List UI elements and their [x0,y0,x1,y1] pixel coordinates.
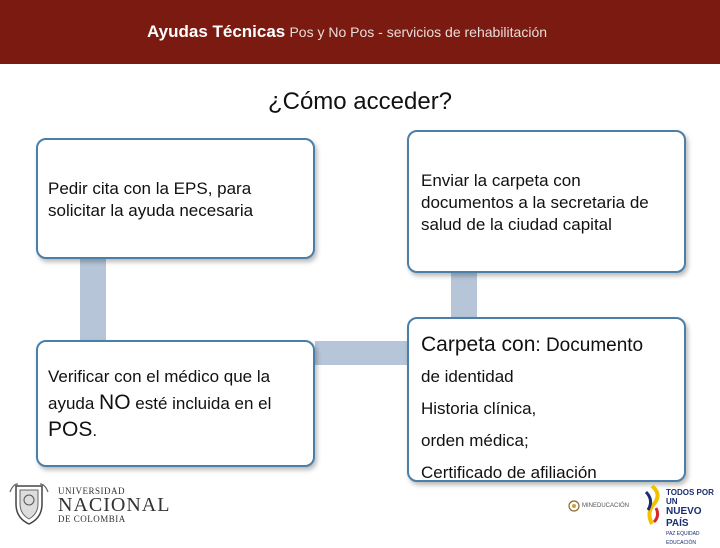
page-title: ¿Cómo acceder? [267,88,453,115]
universidad-nacional-logo [8,478,171,530]
ministerio-seal-icon [568,500,580,512]
ministerio-logo [568,500,629,512]
un-line1: UNIVERSIDAD [58,486,125,496]
coat-of-arms-icon [8,478,50,528]
step-text-send-folder: Enviar la carpeta con documentos a la secretaria de salud de la ciudad capital [421,171,649,234]
connector-right-vertical [451,273,477,317]
step-verify-no: NO [99,391,131,414]
folder-item: de identidad [421,367,514,386]
un-line3: DE COLOMBIA [58,514,126,524]
step-box-verify-doctor [36,340,315,467]
np-line3: PAZ EQUIDAD EDUCACIÓN [666,531,700,546]
un-line2: NACIONAL [58,494,171,516]
header-title-subtitle: Pos y No Pos - servicios de rehabilitación [289,24,548,40]
nuevo-pais-text [666,488,720,548]
folder-contents-label: Carpeta con [421,333,536,356]
step-box-send-folder [407,130,686,273]
folder-contents-heading [421,329,678,361]
connector-middle-horizontal [315,341,407,365]
step-verify-part3: . [92,421,98,440]
step-verify-part1: Verificar con el médico que la ayuda [48,367,271,413]
connector-left-vertical [80,259,106,340]
np-line2: NUEVO PAÍS [666,506,702,529]
universidad-nacional-text [58,486,170,524]
ministerio-text: MINEDUCACIÓN [582,503,630,509]
folder-item: Certificado de afiliación [421,463,597,482]
step-text-request-appointment: Pedir cita con la EPS, para solicitar la ayuda necesaria [48,179,254,220]
step-verify-part2: esté incluida en el [130,394,272,413]
step-text-verify-doctor [48,364,307,444]
step-box-folder-contents [407,317,686,482]
nuevo-pais-emblem-icon [640,484,664,526]
header-bar [0,0,720,64]
header-title [147,22,547,42]
np-line1: TODOS POR UN [666,488,714,506]
step-verify-pos: POS [48,418,93,441]
folder-item: Historia clínica, [421,399,537,418]
step-box-request-appointment [36,138,315,259]
header-title-bold: Ayudas Técnicas [147,22,286,41]
folder-item: orden médica; [421,431,529,450]
nuevo-pais-logo [640,484,720,546]
folder-contents-first: : Documento [535,335,644,356]
